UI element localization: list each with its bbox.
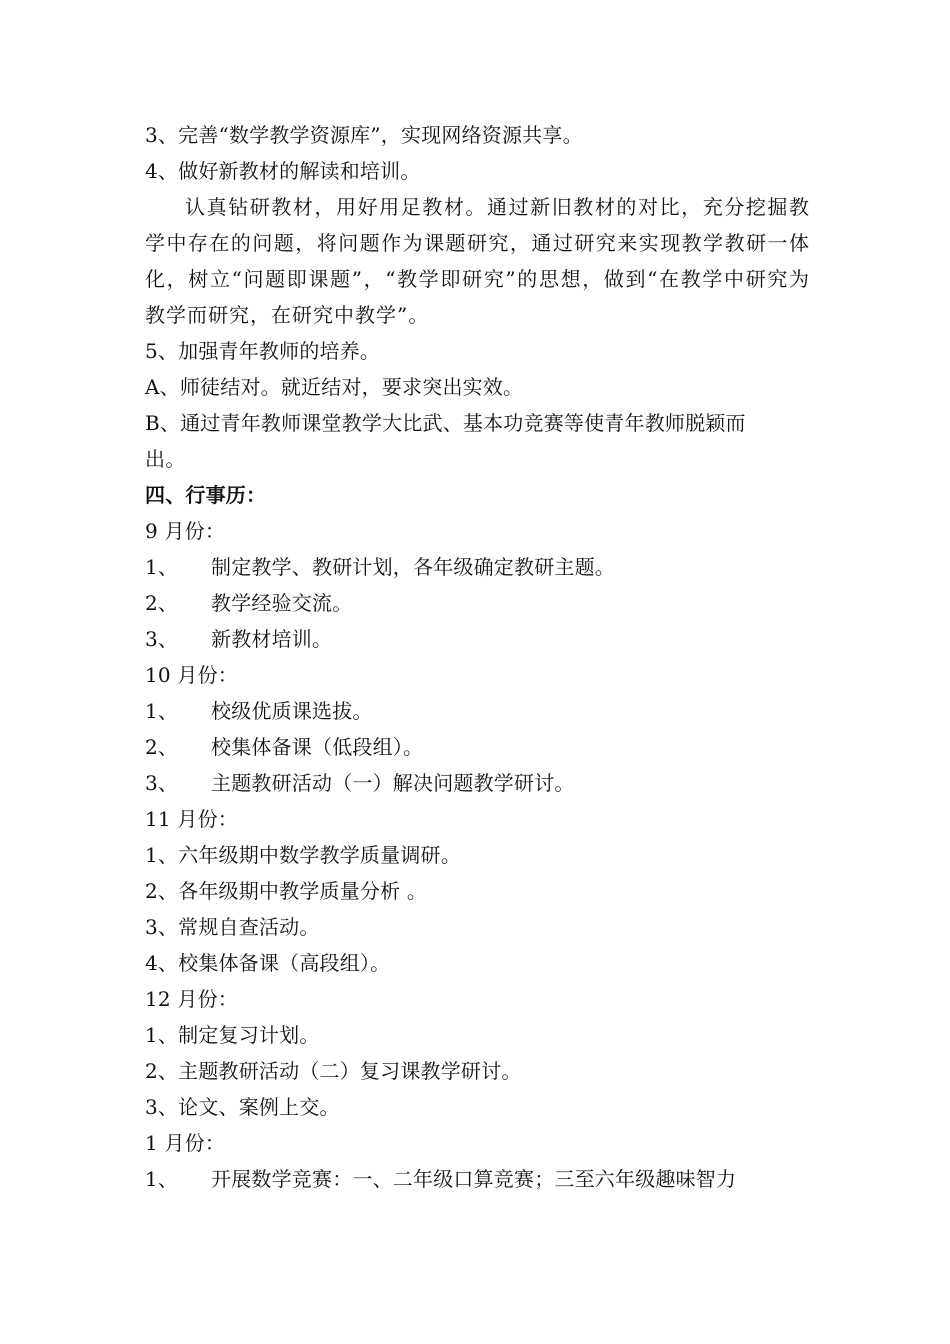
list-text: 主题教研活动（一）解决问题教学研讨。 <box>211 771 575 795</box>
list-number: 3、 <box>145 627 179 651</box>
list-text: 制定教学、教研计划，各年级确定教研主题。 <box>211 555 615 579</box>
text-line: A、师徒结对。就近结对，要求突出实效。 <box>145 375 524 399</box>
month-title: 1 月份： <box>145 1131 226 1155</box>
list-item <box>145 1161 810 1197</box>
list-number: 1、 <box>145 699 179 723</box>
list-number: 2、 <box>145 591 179 615</box>
list-text: 教学经验交流。 <box>211 591 353 615</box>
text-line: 4、做好新教材的解读和培训。 <box>145 159 421 183</box>
list-item: 1、制定复习计划。 <box>145 1023 320 1047</box>
list-item: 4、校集体备课（高段组）。 <box>145 951 391 975</box>
list-item <box>145 693 810 729</box>
list-item: 2、主题教研活动（二）复习课教学研讨。 <box>145 1059 522 1083</box>
list-item <box>145 765 810 801</box>
text-line: B、通过青年教师课堂教学大比武、基本功竞赛等使青年教师脱颖而 <box>145 411 746 435</box>
list-item: 3、常规自查活动。 <box>145 915 320 939</box>
list-text: 校集体备课（低段组）。 <box>211 735 424 759</box>
list-number: 1、 <box>145 555 179 579</box>
month-title: 11 月份： <box>145 807 239 831</box>
list-item: 2、各年级期中教学质量分析 。 <box>145 879 428 903</box>
month-title: 9 月份： <box>145 519 226 543</box>
list-item <box>145 729 810 765</box>
text-line: 5、加强青年教师的培养。 <box>145 339 381 363</box>
list-item: 1、六年级期中数学教学质量调研。 <box>145 843 461 867</box>
month-title: 12 月份： <box>145 987 239 1011</box>
section-heading: 四、行事历： <box>145 483 267 507</box>
list-number: 2、 <box>145 735 179 759</box>
list-item <box>145 621 810 657</box>
list-item <box>145 585 810 621</box>
text-line: 3、完善“数学教学资源库”，实现网络资源共享。 <box>145 123 583 147</box>
list-number: 1、 <box>145 1167 179 1191</box>
document-body <box>145 117 810 1197</box>
list-item: 3、论文、案例上交。 <box>145 1095 340 1119</box>
list-number: 3、 <box>145 771 179 795</box>
body-paragraph: 认真钻研教材，用好用足教材。通过新旧教材的对比，充分挖掘教学中存在的问题，将问题作为课题研究，通过研究来实现教学教研一体化，树立“问题即课题”，“教学即研究”的思想，做到“在教学中研究为教学而研究，在研究中教学”。 <box>145 195 810 327</box>
list-item <box>145 549 810 585</box>
list-text: 开展数学竞赛：一、二年级口算竞赛；三至六年级趣味智力 <box>211 1167 737 1191</box>
list-text: 新教材培训。 <box>211 627 333 651</box>
month-title: 10 月份： <box>145 663 239 687</box>
list-text: 校级优质课选拔。 <box>211 699 373 723</box>
text-line: 出。 <box>145 447 186 471</box>
